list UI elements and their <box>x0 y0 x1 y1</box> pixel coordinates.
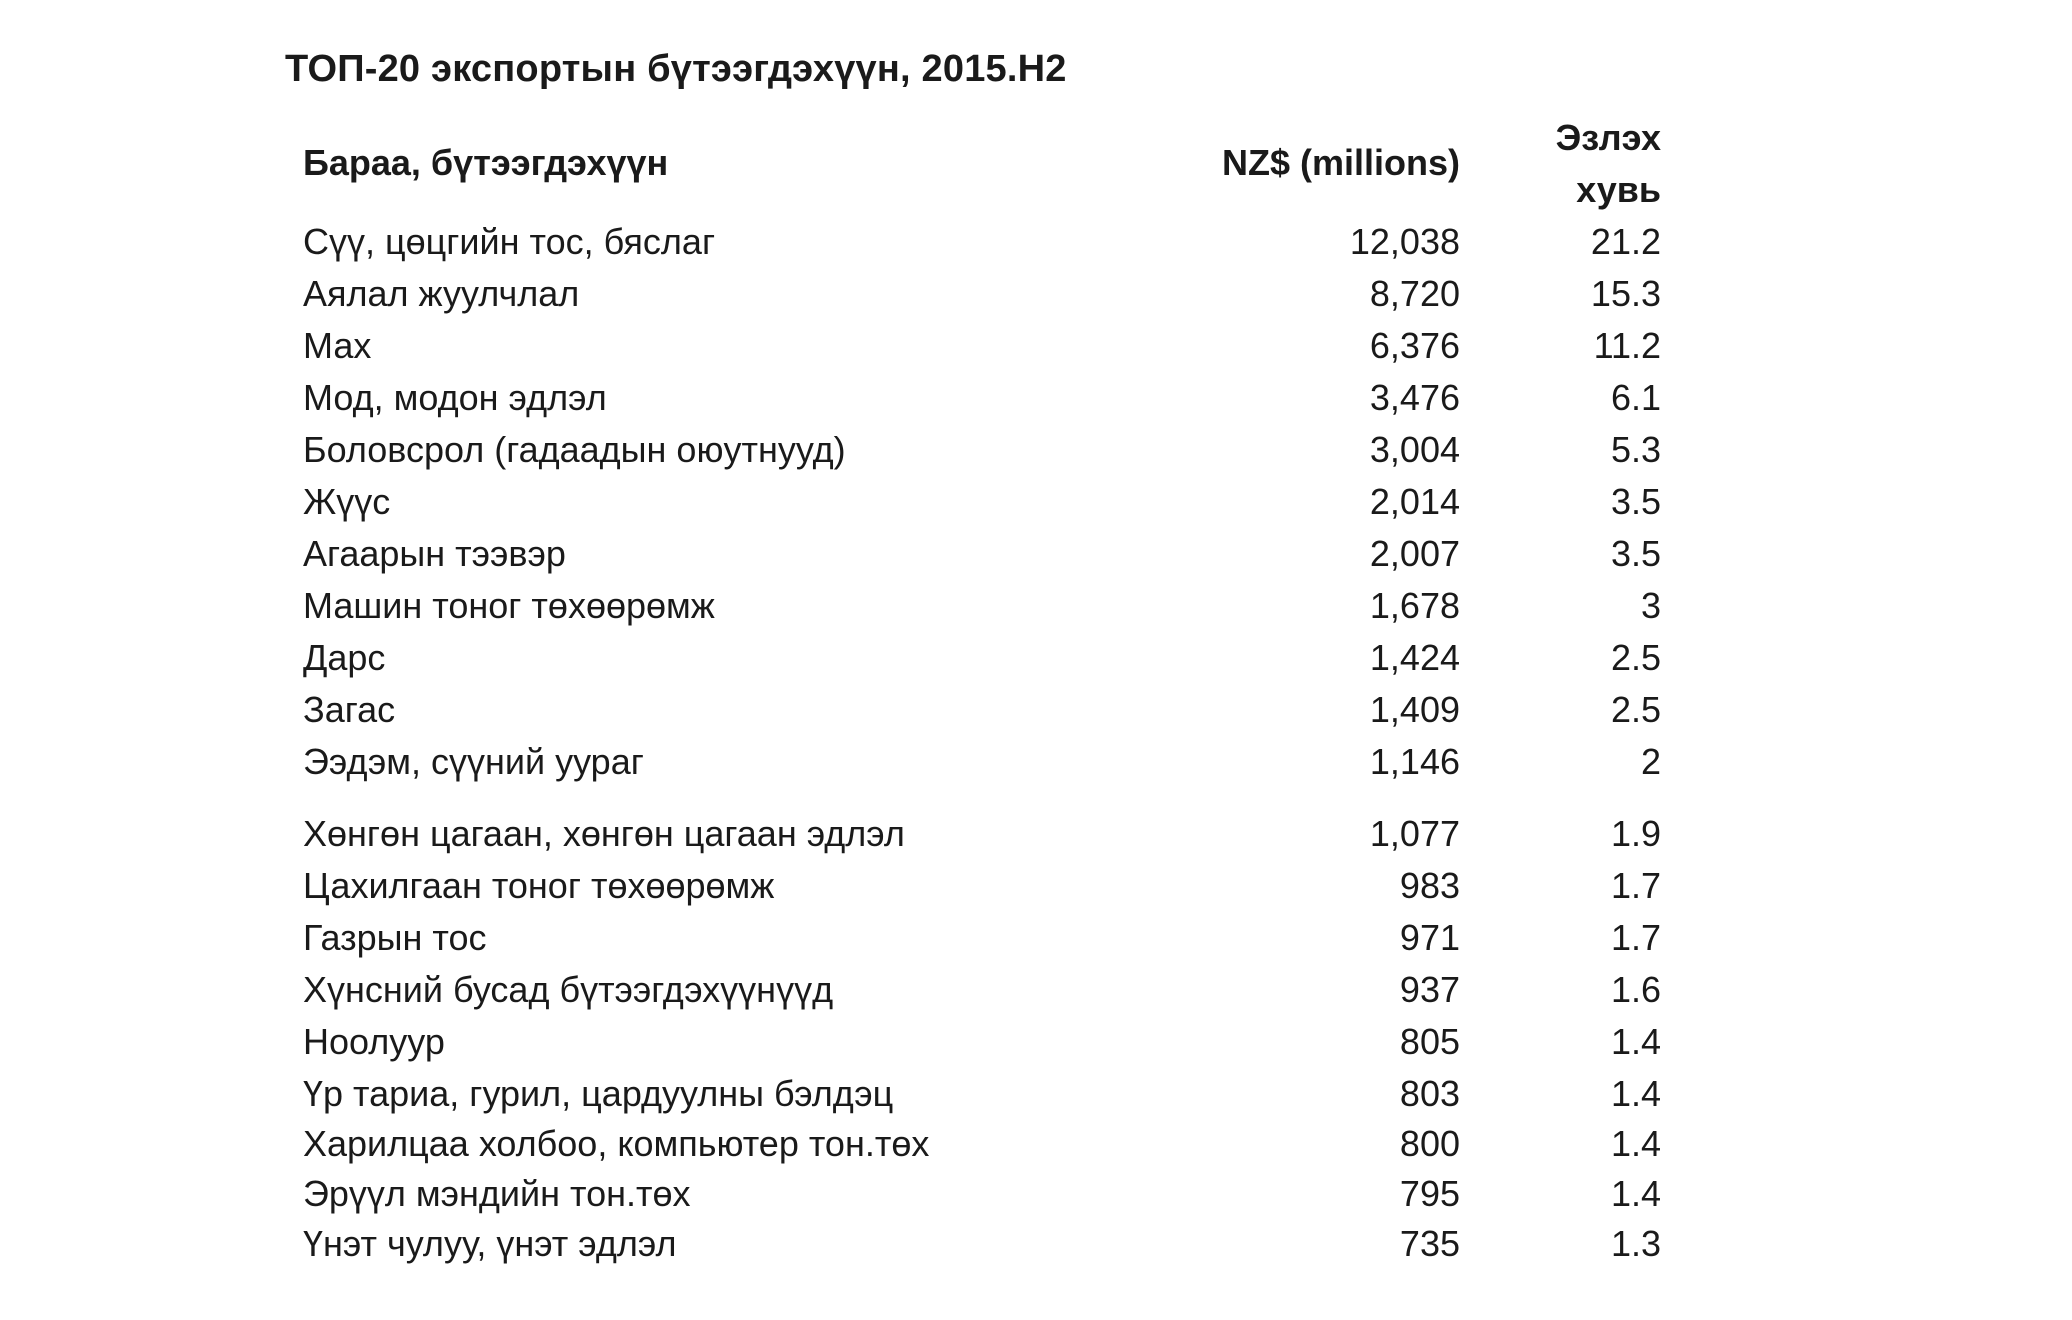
share-cell: 3.5 <box>1610 533 1661 574</box>
share-cell: 2 <box>1640 741 1661 782</box>
table-row <box>0 216 2072 268</box>
product-name-cell: Сүү, цөцгийн тос, бяслаг <box>303 221 716 262</box>
product-name-cell: Ээдэм, сүүний уураг <box>303 741 644 782</box>
table-row <box>0 424 2072 476</box>
product-name-cell: Газрын тос <box>303 917 487 958</box>
share-cell: 2.5 <box>1610 637 1661 678</box>
table-row <box>0 1218 2072 1270</box>
share-cell: 5.3 <box>1610 429 1661 470</box>
table-row <box>0 808 2072 860</box>
value-cell: 2,014 <box>1369 481 1460 522</box>
table-row <box>0 268 2072 320</box>
share-cell: 15.3 <box>1590 273 1661 314</box>
table-row <box>0 320 2072 372</box>
value-cell: 735 <box>1399 1223 1460 1264</box>
product-name-cell: Харилцаа холбоо, компьютер тон.төх <box>303 1123 930 1164</box>
table-row <box>0 1016 2072 1068</box>
value-cell: 803 <box>1399 1073 1460 1114</box>
value-cell: 795 <box>1399 1173 1460 1214</box>
table-row <box>0 1168 2072 1220</box>
column-header-product: Бараа, бүтээгдэхүүн <box>303 142 669 183</box>
product-name-cell: Аялал жуулчлал <box>303 273 580 314</box>
value-cell: 937 <box>1399 969 1460 1010</box>
table-row <box>0 860 2072 912</box>
table-row <box>0 1068 2072 1120</box>
product-name-cell: Жүүс <box>303 481 391 522</box>
product-name-cell: Хөнгөн цагаан, хөнгөн цагаан эдлэл <box>303 813 905 854</box>
share-cell: 21.2 <box>1590 221 1661 262</box>
value-cell: 3,004 <box>1369 429 1460 470</box>
value-cell: 1,424 <box>1369 637 1460 678</box>
share-cell: 1.4 <box>1610 1173 1661 1214</box>
product-name-cell: Ноолуур <box>303 1021 445 1062</box>
product-name-cell: Боловсрол (гадаадын оюутнууд) <box>303 429 846 470</box>
table-row <box>0 372 2072 424</box>
value-cell: 6,376 <box>1369 325 1460 366</box>
column-header-value: NZ$ (millions) <box>1221 142 1460 183</box>
table-row <box>0 736 2072 788</box>
product-name-cell: Мах <box>303 325 372 366</box>
share-cell: 11.2 <box>1593 325 1661 366</box>
column-header-share-line-2: хувь <box>1576 169 1661 210</box>
value-cell: 2,007 <box>1369 533 1460 574</box>
value-cell: 983 <box>1399 865 1460 906</box>
table-row <box>0 964 2072 1016</box>
share-cell: 2.5 <box>1610 689 1661 730</box>
product-name-cell: Үнэт чулуу, үнэт эдлэл <box>303 1223 677 1264</box>
value-cell: 3,476 <box>1369 377 1460 418</box>
share-cell: 1.4 <box>1610 1123 1661 1164</box>
share-cell: 1.9 <box>1610 813 1661 854</box>
product-name-cell: Цахилгаан тоног төхөөрөмж <box>303 865 775 906</box>
product-name-cell: Эрүүл мэндийн тон.төх <box>303 1173 691 1214</box>
table-row <box>0 1118 2072 1170</box>
value-cell: 12,038 <box>1349 221 1460 262</box>
product-name-cell: Мод, модон эдлэл <box>303 377 607 418</box>
share-cell: 3 <box>1640 585 1661 626</box>
value-cell: 8,720 <box>1369 273 1460 314</box>
table-row <box>0 476 2072 528</box>
value-cell: 1,409 <box>1369 689 1460 730</box>
share-cell: 1.4 <box>1610 1073 1661 1114</box>
share-cell: 1.3 <box>1610 1223 1661 1264</box>
table-row <box>0 912 2072 964</box>
share-cell: 1.4 <box>1610 1021 1661 1062</box>
share-cell: 3.5 <box>1610 481 1661 522</box>
product-name-cell: Агаарын тээвэр <box>303 533 566 574</box>
share-cell: 1.7 <box>1610 917 1661 958</box>
share-cell: 1.7 <box>1610 865 1661 906</box>
table-row <box>0 684 2072 736</box>
product-name-cell: Үр тариа, гурил, цардуулны бэлдэц <box>303 1073 894 1114</box>
share-cell: 6.1 <box>1610 377 1661 418</box>
value-cell: 800 <box>1399 1123 1460 1164</box>
product-name-cell: Загас <box>303 689 396 730</box>
product-name-cell: Машин тоног төхөөрөмж <box>303 585 715 626</box>
value-cell: 1,077 <box>1369 813 1460 854</box>
column-header-share-line-1: Эзлэх <box>1555 117 1661 158</box>
value-cell: 1,146 <box>1369 741 1460 782</box>
table-title: ТОП-20 экспортын бүтээгдэхүүн, 2015.H2 <box>285 48 1067 90</box>
table-row <box>0 632 2072 684</box>
table-row <box>0 580 2072 632</box>
product-name-cell: Дарс <box>303 637 386 678</box>
table-row <box>0 528 2072 580</box>
value-cell: 971 <box>1399 917 1460 958</box>
share-cell: 1.6 <box>1610 969 1661 1010</box>
product-name-cell: Хүнсний бусад бүтээгдэхүүнүүд <box>303 969 834 1010</box>
value-cell: 805 <box>1399 1021 1460 1062</box>
value-cell: 1,678 <box>1369 585 1460 626</box>
